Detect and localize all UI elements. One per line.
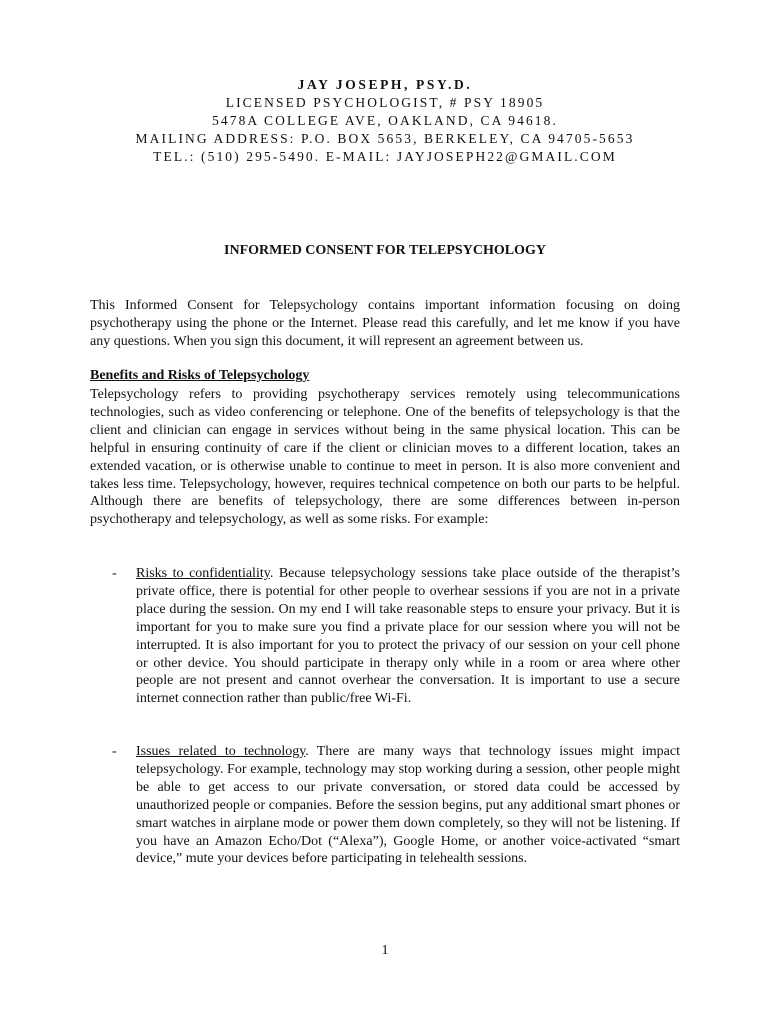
page-number: 1 [381, 943, 389, 958]
intro-paragraph: This Informed Consent for Telepsychology contains important information focusing on doing psychotherapy using the phone or the Internet. Please read this carefully, and let me know if you have any questions. When you sign this document, it will represent an agreement between us. [90, 298, 680, 349]
letterhead-contact: TEL.: (510) 295-5490. E-MAIL: JAYJOSEPH22@GMAIL.COM [153, 149, 617, 164]
bullet-dash: - [112, 744, 117, 759]
bullet-text [136, 565, 680, 708]
letterhead-license: LICENSED PSYCHOLOGIST, # PSY 18905 [225, 95, 545, 110]
bullet-body: . There are many ways that technology issues might impact telepsychology. For example, technology may stop working during a session, other people might be able to get access to our private conversation, or stored data could be accessed by unauthorized people or companies. Before the session begins, put any additional smart phones or smart watches in airplane mode or power them down completely, so they will not be listening. If you have an Amazon Echo/Dot (“Alexa”), Google Home, or another voice-activated “smart device,” mute your devices before participating in telehealth sessions. [136, 744, 680, 867]
section-heading: Benefits and Risks of Telepsychology [90, 368, 310, 383]
bullet-dash: - [112, 566, 117, 581]
bullet-text [136, 743, 680, 868]
bullet-body: . Because telepsychology sessions take place outside of the therapist’s private office, there is potential for other people to overhear sessions if you are not in a private place during the session. On my end I will take reasonable steps to ensure your privacy. But it is important for you to make sure you find a private place for our session where you will not be interrupted. It is also important for you to protect the privacy of our session on your cell phone or other device. You should participate in therapy only while in a room or area where other people are not present and cannot overhear the conversation. It is important to use a secure internet connection rather than public/free Wi-Fi. [136, 566, 680, 707]
letterhead-address: 5478A COLLEGE AVE, OAKLAND, CA 94618. [212, 113, 558, 128]
letterhead-mailing-address: MAILING ADDRESS: P.O. BOX 5653, BERKELEY, CA 94705-5653 [135, 131, 635, 146]
bullet-term: Risks to confidentiality [136, 566, 270, 581]
letterhead [0, 76, 770, 166]
section-body-paragraph: Telepsychology refers to providing psychotherapy services remotely using telecommunications technologies, such as video conferencing or telephone. One of the benefits of telepsychology is that the client and clinician can engage in services without being in the same physical location. This can be helpful in ensuring continuity of care if the client or clinician moves to a different location, takes an extended vacation, or is otherwise unable to continue to meet in person. It is also more convenient and takes less time. Telepsychology, however, requires technical competence on both our parts to be helpful. Although there are benefits of telepsychology, there are some differences between in-person psychotherapy and telepsychology, as well as some risks. For example: [90, 387, 680, 528]
document-title: INFORMED CONSENT FOR TELEPSYCHOLOGY [224, 243, 546, 258]
letterhead-name: JAY JOSEPH, PSY.D. [297, 77, 473, 92]
bullet-term: Issues related to technology [136, 744, 306, 759]
